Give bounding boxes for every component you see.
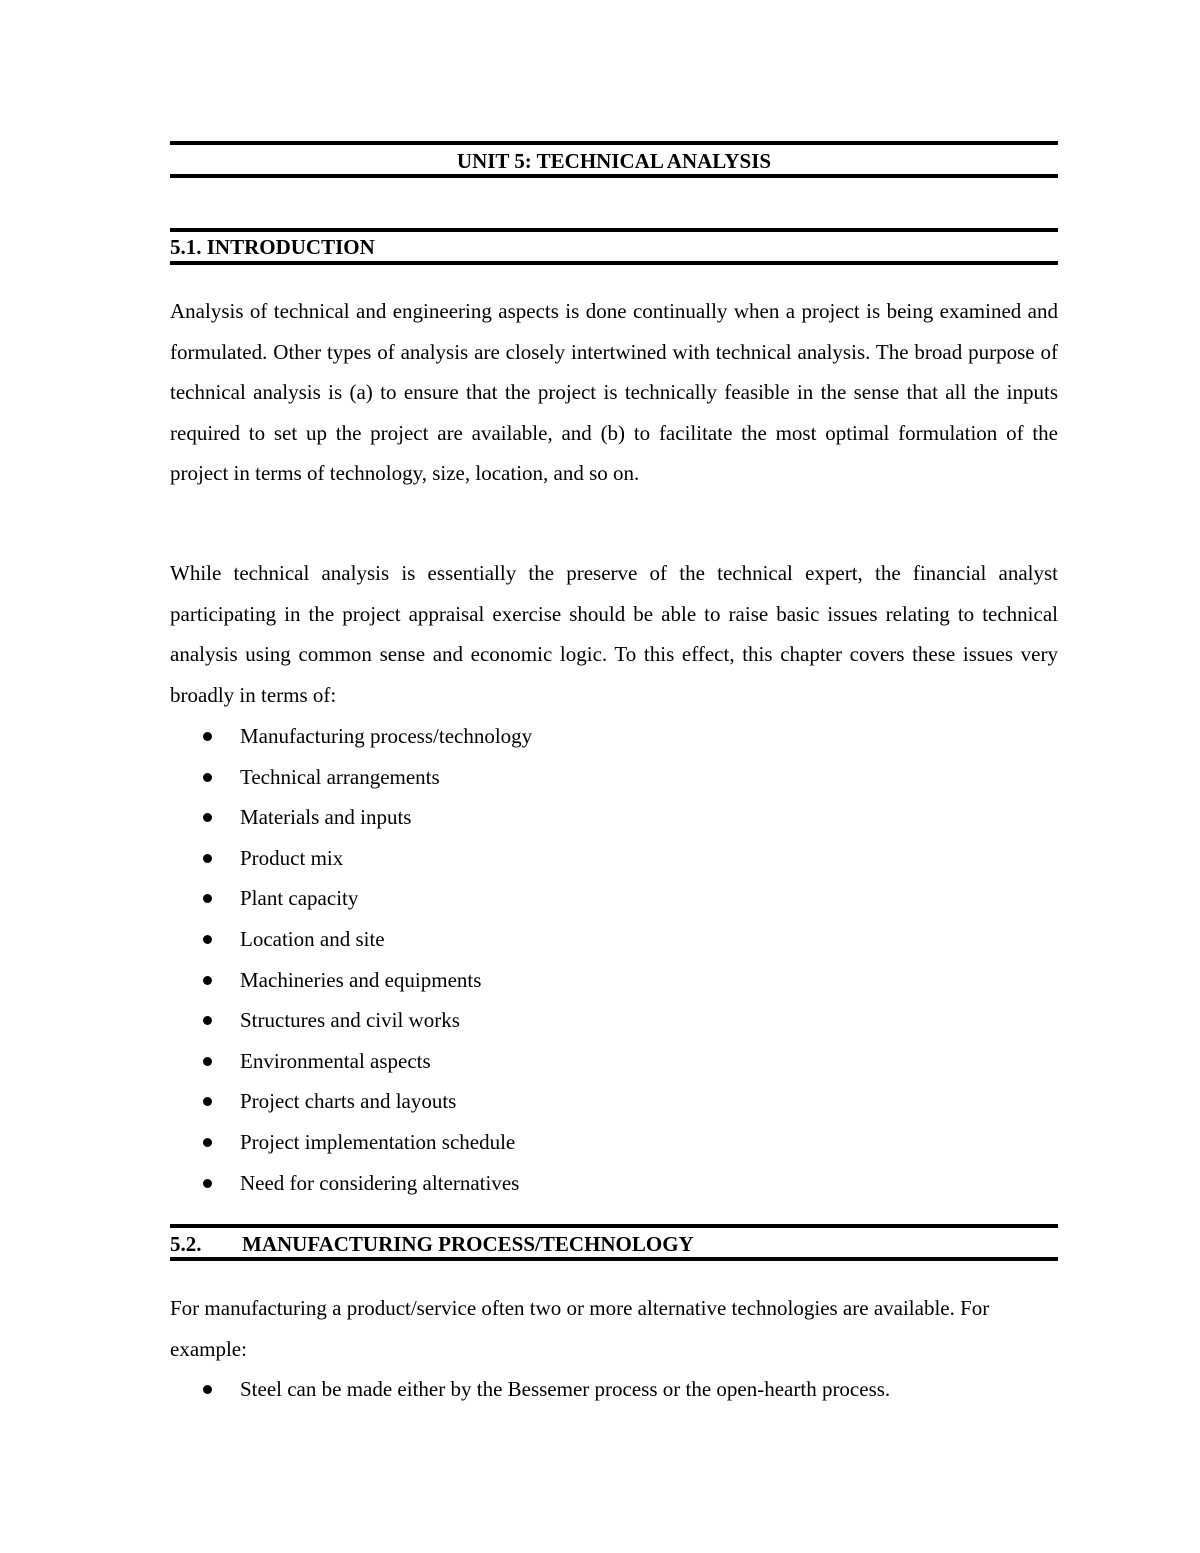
bullet-icon xyxy=(203,894,212,903)
bullet-icon xyxy=(203,773,212,782)
bullet-icon xyxy=(203,1179,212,1188)
list-item: Structures and civil works xyxy=(170,1000,1058,1041)
list-item: Need for considering alternatives xyxy=(170,1163,1058,1204)
list-item: Steel can be made either by the Bessemer process or the open-hearth process. xyxy=(170,1369,1058,1410)
bullet-icon xyxy=(203,976,212,985)
bullet-icon xyxy=(203,935,212,944)
section-2-number: 5.2. xyxy=(170,1232,202,1256)
section-2-top-rule xyxy=(170,1224,1058,1228)
intro-paragraph-1: Analysis of technical and engineering aspects is done continually when a project is being examined and formulated. Other types of analysis are closely intertwined with technical analysis. The broad purpose of technical analysis is (a) to ensure that the project is technically feasible in the sense that all the inputs required to set up the project are available, and (b) to facilitate the most optimal formulation of the project in terms of technology, size, location, and so on. xyxy=(170,299,1058,486)
topics-list xyxy=(170,716,1058,1203)
manufacturing-paragraph: For manufacturing a product/service often two or more alternative technologies are available. For example: xyxy=(170,1296,990,1361)
unit-title: UNIT 5: TECHNICAL ANALYSIS xyxy=(456,149,772,173)
list-item: Manufacturing process/technology xyxy=(170,716,1058,757)
section-2-title: MANUFACTURING PROCESS/TECHNOLOGY xyxy=(242,1232,694,1256)
list-item: Machineries and equipments xyxy=(170,960,1058,1001)
intro-paragraph-2: While technical analysis is essentially the preserve of the technical expert, the financial analyst participating in the project appraisal exercise should be able to raise basic issues relating to technical analysis using common sense and economic logic. To this effect, this chapter covers these issues very broadly in terms of: xyxy=(170,561,1058,707)
section-1-heading: 5.1. INTRODUCTION xyxy=(170,235,375,259)
bullet-icon xyxy=(203,1016,212,1025)
bullet-icon xyxy=(203,1097,212,1106)
list-item: Product mix xyxy=(170,838,1058,879)
examples-list xyxy=(170,1369,1058,1410)
bullet-icon xyxy=(203,1385,212,1394)
unit-title-top-rule xyxy=(170,141,1058,145)
list-item: Plant capacity xyxy=(170,878,1058,919)
section-2-heading xyxy=(170,1232,1058,1256)
bullet-icon xyxy=(203,1057,212,1066)
list-item: Project charts and layouts xyxy=(170,1081,1058,1122)
list-item: Materials and inputs xyxy=(170,797,1058,838)
bullet-icon xyxy=(203,813,212,822)
section-2-bottom-rule xyxy=(170,1257,1058,1261)
list-item: Environmental aspects xyxy=(170,1041,1058,1082)
list-item: Technical arrangements xyxy=(170,757,1058,798)
unit-title-bottom-rule xyxy=(170,174,1058,178)
list-item: Project implementation schedule xyxy=(170,1122,1058,1163)
section-1-bottom-rule xyxy=(170,261,1058,265)
section-1-top-rule xyxy=(170,228,1058,232)
bullet-icon xyxy=(203,1138,212,1147)
bullet-icon xyxy=(203,854,212,863)
list-item: Location and site xyxy=(170,919,1058,960)
bullet-icon xyxy=(203,732,212,741)
